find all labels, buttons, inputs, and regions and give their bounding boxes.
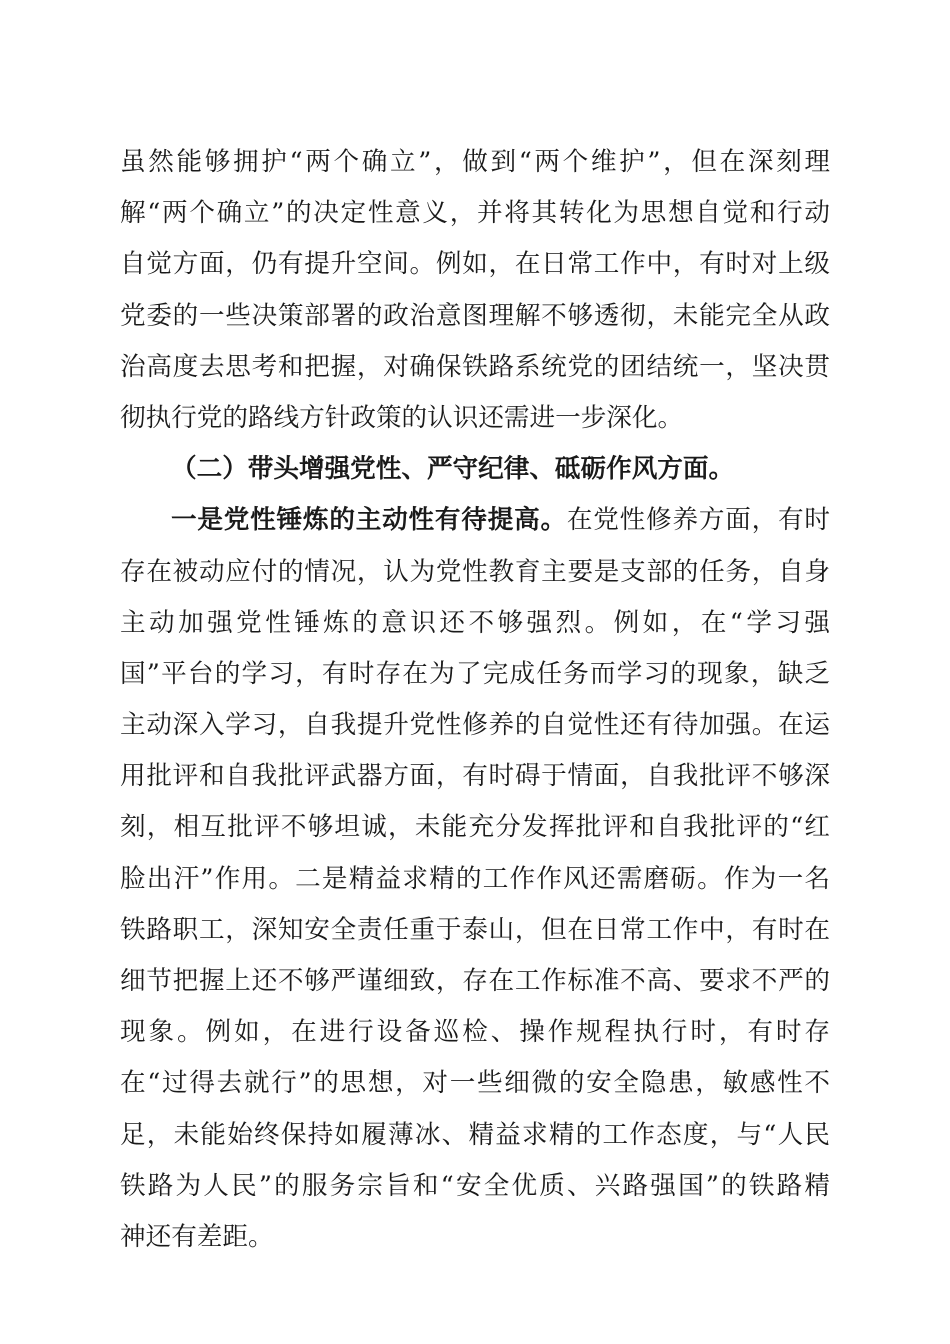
- section-heading-2: （二）带头增强党性、严守纪律、砥砺作风方面。: [171, 454, 735, 485]
- para2-line-13: 足，未能始终保持如履薄冰、精益求精的工作态度，与“人民: [120, 1119, 830, 1150]
- para2-lead-bold: 一是党性锤炼的主动性有待提高。: [171, 505, 567, 536]
- para2-line-7: 刻，相互批评不够坦诚，未能充分发挥批评和自我批评的“红: [120, 812, 830, 843]
- para1-line-6: 彻执行党的路线方针政策的认识还需进一步深化。: [120, 402, 684, 433]
- para2-line-14: 铁路为人民”的服务宗旨和“安全优质、兴路强国”的铁路精: [120, 1170, 830, 1201]
- para2-line-11: 现象。例如，在进行设备巡检、操作规程执行时，有时存: [120, 1017, 830, 1048]
- para2-lead-rest: 在党性修养方面，有时: [566, 505, 830, 536]
- document-body: [120, 137, 830, 1263]
- para1-line-5: 治高度去思考和把握，对确保铁路系统党的团结统一，坚决贯: [120, 351, 830, 382]
- para2-line-12: 在“过得去就行”的思想，对一些细微的安全隐患，敏感性不: [120, 1068, 830, 1099]
- para2-line-10: 细节把握上还不够严谨细致，存在工作标准不高、要求不严的: [120, 966, 830, 996]
- para2-line-9: 铁路职工，深知安全责任重于泰山，但在日常工作中，有时在: [120, 914, 830, 945]
- para1-line-1: 虽然能够拥护“两个确立”，做到“两个维护”，但在深刻理: [120, 147, 830, 177]
- para2-line-4: 国”平台的学习，有时存在为了完成任务而学习的现象，缺乏: [120, 658, 830, 689]
- para1-line-2: 解“两个确立”的决定性意义，并将其转化为思想自觉和行动: [120, 198, 830, 229]
- para2-line-6: 用批评和自我批评武器方面，有时碍于情面，自我批评不够深: [120, 761, 830, 792]
- para2-line-2: 存在被动应付的情况，认为党性教育主要是支部的任务，自身: [120, 556, 830, 587]
- para2-line-5: 主动深入学习，自我提升党性修养的自觉性还有待加强。在运: [120, 710, 830, 741]
- para1-line-3: 自觉方面，仍有提升空间。例如，在日常工作中，有时对上级: [120, 249, 830, 280]
- para2-line-15: 神还有差距。: [120, 1221, 274, 1252]
- para2-line-1: [120, 495, 830, 546]
- para1-line-4: 党委的一些决策部署的政治意图理解不够透彻，未能完全从政: [120, 300, 830, 331]
- para2-line-8: 脸出汗”作用。二是精益求精的工作作风还需磨砺。作为一名: [120, 863, 830, 894]
- para2-line-3: 主动加强党性锤炼的意识还不够强烈。例如，在“学习强: [120, 607, 830, 638]
